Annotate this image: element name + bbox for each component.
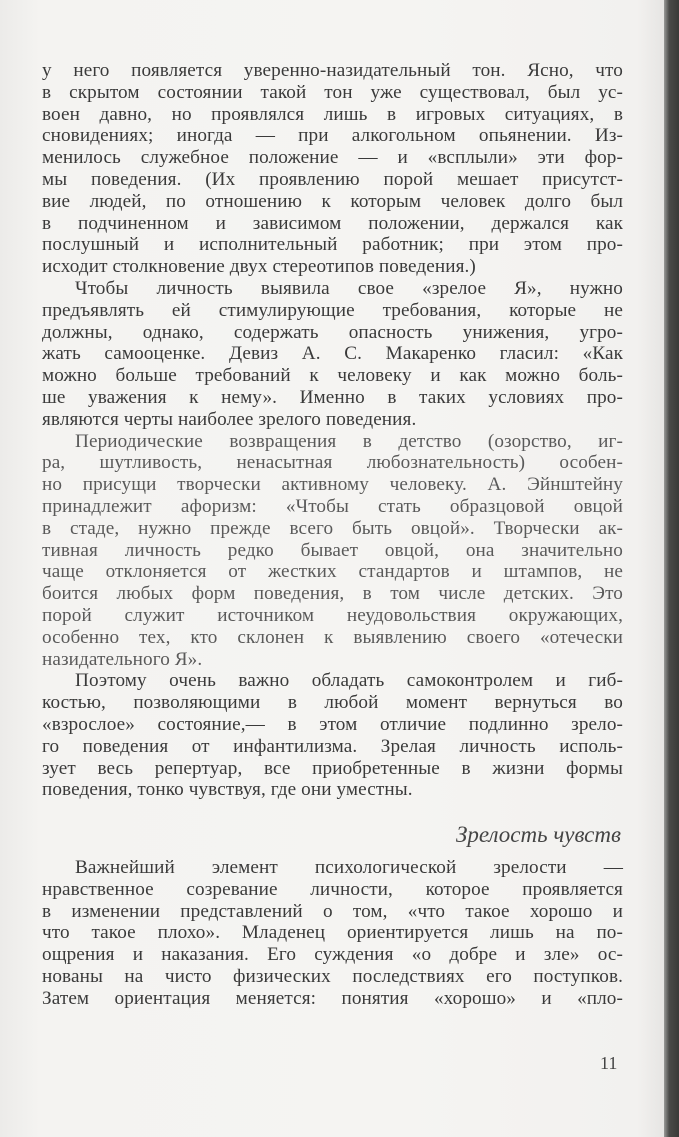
text-line: послушный и исполнительный работник; при этом про- [42, 234, 623, 256]
text-line: ра, шутливость, ненасытная любознательность) особен- [42, 452, 623, 474]
text-line: в скрытом состоянии такой тон уже существовал, был ус- [42, 81, 623, 103]
text-line: являются черты наиболее зрелого поведения. [42, 408, 417, 430]
text-line: «взрослое» состояние,— в этом отличие подлинно зрело- [42, 713, 623, 735]
text-line: исходит столкновение двух стереотипов поведения.) [42, 256, 476, 278]
text-line: чаще отклоняется от жестких стандартов и штампов, не [42, 561, 623, 583]
text-line: что такое плохо». Младенец ориентируется лишь на по- [42, 922, 623, 944]
text-line: ше уважения к нему». Именно в таких условиях про- [42, 386, 623, 408]
text-line: можно больше требований к человеку и как можно боль- [42, 365, 623, 387]
page-body [42, 60, 623, 1010]
text-line: менилось служебное положение — и «всплыли» эти фор- [42, 147, 623, 169]
text-line: особенно тех, кто склонен к выявлению своего «отечески [42, 626, 623, 648]
text-line: предъявлять ей стимулирующие требования, которые не [42, 299, 623, 321]
text-line: Чтобы личность выявила свое «зрелое Я», нужно [75, 277, 623, 299]
text-line: Затем ориентация меняется: понятия «хорошо» и «пло- [42, 987, 623, 1009]
text-line: поведения, тонко чувствуя, где они уместны. [42, 779, 413, 801]
text-line: жать самооценке. Девиз А. С. Макаренко гласил: «Как [42, 343, 623, 365]
text-line: тивная личность редко бывает овцой, она значительно [42, 539, 623, 561]
text-line: но присущи творчески активному человеку. А. Эйнштейну [42, 474, 623, 496]
section-heading: Зрелость чувств [455, 822, 621, 848]
text-line: назидательного Я». [42, 648, 203, 670]
text-line: нравственное созревание личности, которое проявляется [42, 878, 623, 900]
page-number: 11 [600, 1053, 618, 1073]
text-line: зует весь репертуар, все приобретенные в жизни формы [42, 757, 623, 779]
text-line: боится любых форм поведения, в том числе детских. Это [42, 583, 623, 605]
text-line: Поэтому очень важно обладать самоконтролем и гиб- [75, 670, 623, 692]
text-line: мы поведения. (Их проявлению порой мешает присутст- [42, 168, 623, 190]
text-line: костью, позволяющими в любой момент вернуться во [42, 692, 623, 714]
paragraph [42, 857, 623, 1010]
text-line: порой служит источником неудовольствия окружающих, [42, 604, 623, 626]
paragraph [42, 431, 623, 671]
text-line: принадлежит афоризм: «Чтобы стать образцовой овцой [42, 495, 623, 517]
text-line: воен давно, но проявлялся лишь в игровых ситуациях, в [42, 103, 623, 125]
text-line: в изменении представлений о том, «что такое хорошо и [42, 900, 623, 922]
paragraph [42, 60, 623, 278]
text-line: у него появляется уверенно-назидательный тон. Ясно, что [42, 60, 623, 81]
text-line: в стаде, нужно прежде всего быть овцой». Творчески ак- [42, 517, 623, 539]
paragraph [42, 670, 623, 801]
page-binding-edge [664, 0, 679, 1137]
paragraph [42, 278, 623, 431]
text-line: нованы на чисто физических последствиях его поступков. [42, 966, 623, 988]
text-line: ощрения и наказания. Его суждения «о добре и зле» ос- [42, 944, 623, 966]
text-line: сновидениях; иногда — при алкогольном опьянении. Из- [42, 125, 623, 147]
text-line: Важнейший элемент психологической зрелости — [75, 857, 623, 879]
text-line: должны, однако, содержать опасность унижения, угро- [42, 321, 623, 343]
text-line: в подчиненном и зависимом положении, держался как [42, 212, 623, 234]
text-line: Периодические возвращения в детство (озорство, иг- [75, 430, 623, 452]
text-line: вие людей, по отношению к которым человек долго был [42, 190, 623, 212]
text-line: го поведения от инфантилизма. Зрелая личность исполь- [42, 735, 623, 757]
